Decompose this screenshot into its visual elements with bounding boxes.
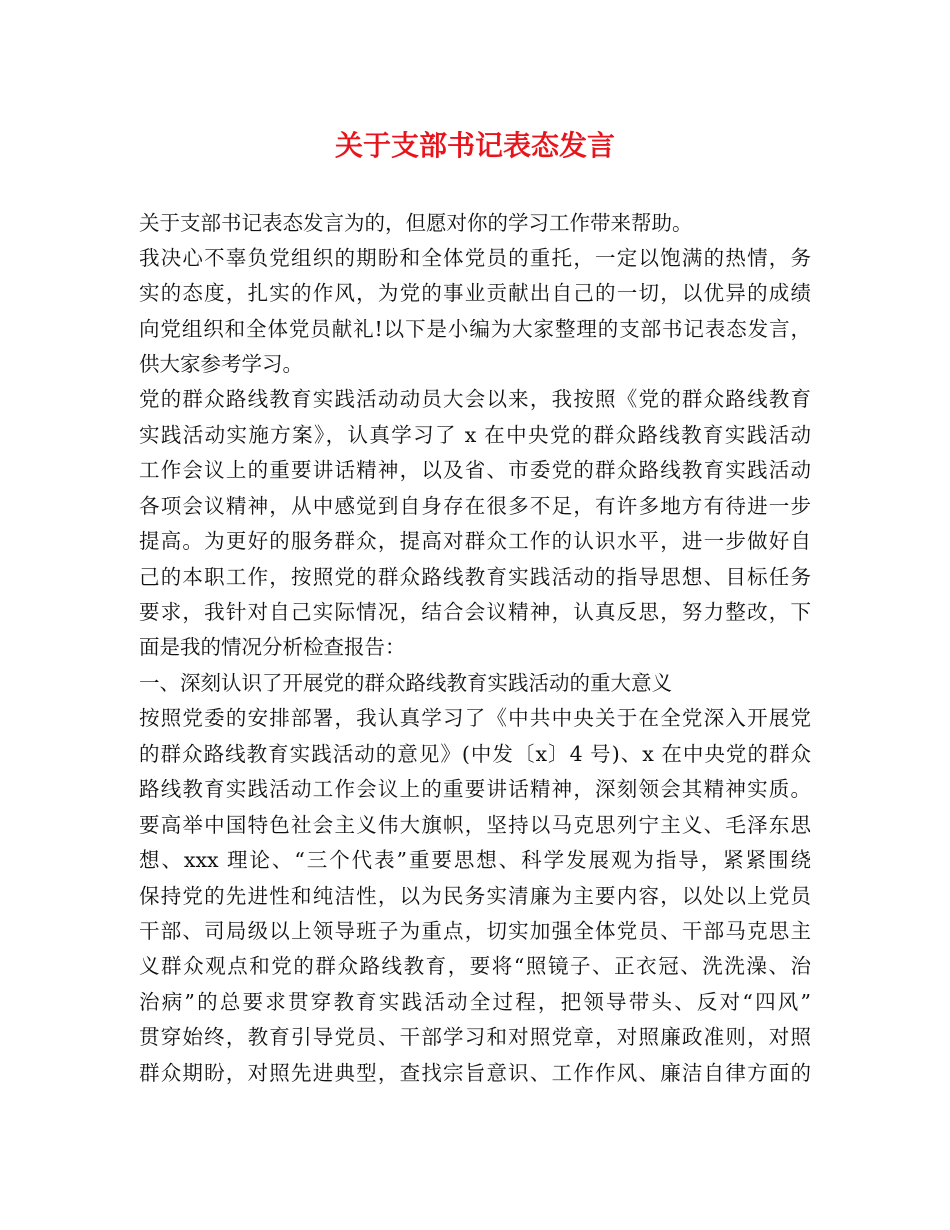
body-line: 党的群众路线教育实践活动动员大会以来，我按照《党的群众路线教育: [139, 387, 811, 411]
body-line: 面是我的情况分析检查报告：: [139, 635, 406, 659]
body-line: 提高。为更好的服务群众，提高对群众工作的认识水平，进一步做好自: [139, 529, 811, 553]
body-line: 义群众观点和党的群众路线教育，要将“照镜子、正衣冠、洗洗澡、治: [139, 954, 811, 978]
body-line: 干部、司局级以上领导班子为重点，切实加强全体党员、干部马克思主: [139, 919, 811, 943]
body-line: 我决心不辜负党组织的期盼和全体党员的重托，一定以饱满的热情，务: [139, 246, 811, 270]
body-line: 群众期盼，对照先进典型，查找宗旨意识、工作作风、廉洁自律方面的: [139, 1061, 811, 1085]
body-line: 保持党的先进性和纯洁性，以为民务实清廉为主要内容，以处以上党员: [139, 884, 811, 908]
body-line: 治病”的总要求贯穿教育实践活动全过程，把领导带头、反对“四风”: [139, 990, 811, 1014]
body-line: 己的本职工作，按照党的群众路线教育实践活动的指导思想、目标任务: [139, 565, 811, 589]
body-line: 各项会议精神，从中感觉到自身存在很多不足，有许多地方有待进一步: [139, 494, 811, 518]
body-line: 要高举中国特色社会主义伟大旗帜，坚持以马克思列宁主义、毛泽东思: [139, 813, 811, 837]
document-title: 关于支部书记表态发言: [334, 129, 615, 162]
body-line: 向党组织和全体党员献礼!以下是小编为大家整理的支部书记表态发言，: [139, 317, 811, 341]
body-line: 贯穿始终，教育引导党员、干部学习和对照党章，对照廉政准则，对照: [139, 1025, 811, 1049]
body-line: 要求，我针对自己实际情况，结合会议精神，认真反思，努力整改，下: [139, 600, 811, 624]
body-line: 实践活动实施方案》，认真学习了 x 在中央党的群众路线教育实践活动: [139, 423, 811, 447]
body-line: 工作会议上的重要讲话精神，以及省、市委党的群众路线教育实践活动: [139, 458, 811, 482]
body-line: 关于支部书记表态发言为的，但愿对你的学习工作带来帮助。: [139, 211, 693, 235]
body-line: 的群众路线教育实践活动的意见》(中发〔x〕4 号)、x 在中央党的群众: [139, 742, 811, 766]
body-line: 实的态度，扎实的作风，为党的事业贡献出自己的一切，以优异的成绩: [139, 281, 811, 305]
body-line: 路线教育实践活动工作会议上的重要讲话精神，深刻领会其精神实质。: [139, 777, 811, 801]
body-line: 想、xxx 理论、“三个代表”重要思想、科学发展观为指导，紧紧围绕: [139, 848, 811, 872]
body-line: 按照党委的安排部署，我认真学习了《中共中央关于在全党深入开展党: [139, 706, 811, 730]
section-heading: 一、深刻认识了开展党的群众路线教育实践活动的重大意义: [139, 671, 672, 695]
body-line: 供大家参考学习。: [139, 352, 303, 376]
